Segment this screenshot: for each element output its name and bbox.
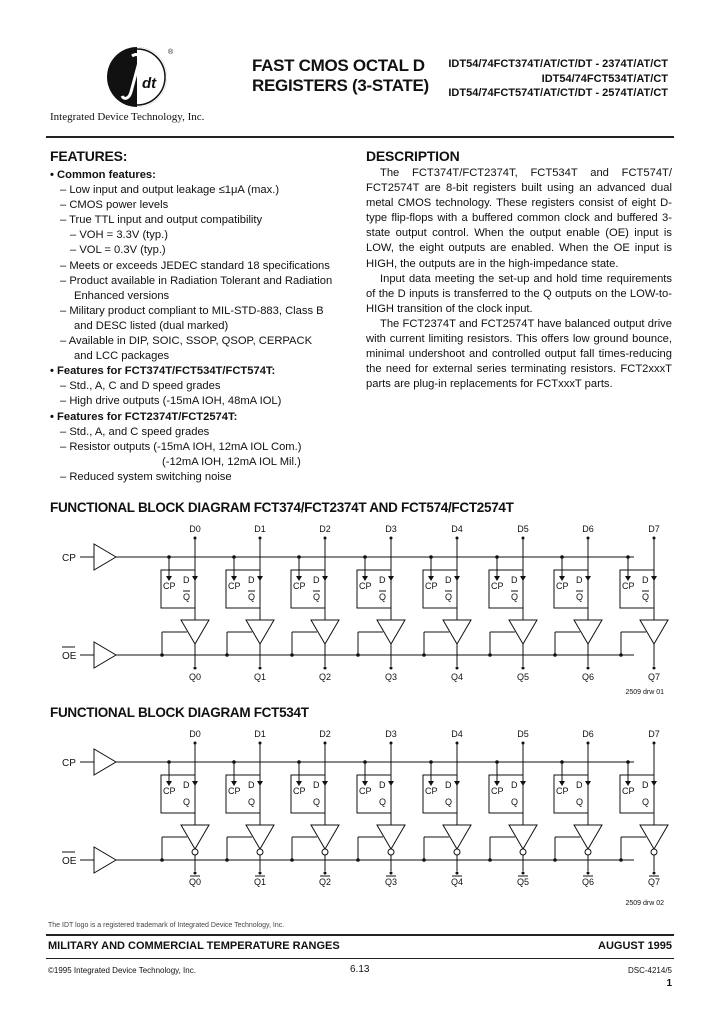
output-node — [259, 872, 262, 875]
ff-q-label: Q — [248, 797, 256, 807]
description-paragraph: The FCT2374T and FCT2574T have balanced output drive with current limiting resistors. This offers low ground bounce, minimal undershoot and controlled output fall times-reducing the need for external series terminating resistors. FCT2xxxT parts are plug-in replacements for FCTxxxT parts. — [366, 317, 672, 391]
output-node — [390, 872, 393, 875]
oe-junction — [553, 858, 557, 862]
ff-cp-label: CP — [425, 786, 438, 796]
data-output-label: Q3 — [384, 877, 398, 887]
ff-q-label: Q — [576, 592, 584, 602]
output-node — [456, 872, 459, 875]
ff-cp-label: CP — [228, 786, 241, 796]
section-number: 6.13 — [350, 964, 370, 975]
ff-d-label: D — [313, 780, 320, 790]
temperature-range: MILITARY AND COMMERCIAL TEMPERATURE RANGES — [48, 940, 340, 952]
output-node — [194, 667, 197, 670]
data-input-label: D1 — [254, 729, 266, 739]
data-input-label: D0 — [189, 524, 201, 534]
feature-item: – Available in DIP, SOIC, SSOP, QSOP, CERPACK — [60, 335, 313, 348]
title-line: REGISTERS (3-STATE) — [252, 76, 429, 95]
feature-item: – Military product compliant to MIL-STD-883, Class B — [60, 304, 324, 317]
data-output-label: Q5 — [516, 877, 530, 887]
data-input-label: D4 — [451, 524, 463, 534]
ff-q-label: Q — [511, 592, 519, 602]
feature-item: • Features for FCT2374T/FCT2574T: — [50, 410, 238, 423]
ff-cp-label: CP — [359, 786, 372, 796]
inversion-bubble — [585, 849, 591, 855]
ff-q-label: Q — [183, 592, 191, 602]
drawing-code: 2509 drw 01 — [625, 689, 664, 696]
output-node — [259, 667, 262, 670]
part-numbers — [448, 57, 668, 101]
company-name: Integrated Device Technology, Inc. — [50, 111, 205, 123]
feature-item: – Resistor outputs (-15mA IOH, 12mA IOL Com.) — [60, 440, 302, 453]
ff-q-label: Q — [511, 797, 519, 807]
ff-d-label: D — [511, 780, 518, 790]
ff-cp-label: CP — [622, 786, 635, 796]
oe-junction — [619, 653, 623, 657]
ff-cp-label: CP — [491, 786, 504, 796]
ff-d-label: D — [511, 575, 518, 585]
data-output-label: Q4 — [450, 877, 464, 887]
header-rule — [46, 136, 674, 138]
oe-junction — [160, 653, 164, 657]
block-diagram-534 — [0, 725, 720, 907]
ff-q-label: Q — [313, 592, 321, 602]
description-heading: DESCRIPTION — [366, 148, 460, 164]
feature-item: Enhanced versions — [74, 289, 170, 302]
inversion-bubble — [388, 849, 394, 855]
data-input-label: D6 — [582, 524, 594, 534]
inversion-bubble — [454, 849, 460, 855]
description-body — [366, 166, 672, 392]
inversion-bubble — [257, 849, 263, 855]
diagram2-heading: FUNCTIONAL BLOCK DIAGRAM FCT534T — [50, 705, 309, 720]
feature-item: – VOL = 0.3V (typ.) — [70, 244, 166, 257]
part-number-line: IDT54/74FCT534T/AT/CT — [541, 72, 668, 85]
data-output-label: Q7 — [647, 672, 661, 682]
ff-q-label: Q — [445, 797, 453, 807]
cp-label: CP — [62, 553, 76, 564]
data-output-label: Q0 — [188, 672, 202, 682]
feature-item: and DESC listed (dual marked) — [74, 319, 229, 332]
ff-d-label: D — [379, 575, 386, 585]
inversion-bubble — [651, 849, 657, 855]
ff-cp-label: CP — [293, 581, 306, 591]
ff-cp-label: CP — [359, 581, 372, 591]
feature-item: – High drive outputs (-15mA IOH, 48mA IOL) — [60, 395, 282, 408]
publication-date: AUGUST 1995 — [598, 940, 672, 952]
data-output-label: Q3 — [384, 672, 398, 682]
output-node — [522, 667, 525, 670]
ff-d-label: D — [313, 575, 320, 585]
data-output-label: Q6 — [581, 672, 595, 682]
svg-text:dt: dt — [142, 75, 157, 92]
ff-cp-label: CP — [622, 581, 635, 591]
feature-item: • Common features: — [50, 169, 156, 181]
inversion-bubble — [322, 849, 328, 855]
copyright: ©1995 Integrated Device Technology, Inc. — [48, 966, 196, 975]
ff-d-label: D — [642, 575, 649, 585]
oe-label: OE — [62, 856, 77, 867]
feature-item: – VOH = 3.3V (typ.) — [70, 229, 168, 242]
ff-d-label: D — [445, 575, 452, 585]
ff-cp-label: CP — [228, 581, 241, 591]
output-node — [653, 667, 656, 670]
block-diagram-374-574 — [0, 520, 720, 698]
ff-d-label: D — [379, 780, 386, 790]
feature-item: – Meets or exceeds JEDEC standard 18 specifications — [60, 259, 330, 272]
oe-buffer-gate — [94, 642, 116, 668]
oe-label: OE — [62, 651, 77, 662]
oe-junction — [290, 653, 294, 657]
ff-cp-label: CP — [425, 581, 438, 591]
svg-text:®: ® — [168, 49, 174, 56]
oe-buffer-gate — [94, 847, 116, 873]
trademark-note: The IDT logo is a registered trademark of Integrated Device Technology, Inc. — [48, 922, 285, 929]
data-input-label: D2 — [319, 524, 331, 534]
feature-item: – True TTL input and output compatibility — [60, 214, 263, 227]
ff-q-label: Q — [379, 797, 387, 807]
data-input-label: D5 — [517, 524, 529, 534]
ff-d-label: D — [576, 575, 583, 585]
document-title — [252, 56, 429, 96]
cp-buffer-gate — [94, 544, 116, 570]
inversion-bubble — [520, 849, 526, 855]
oe-junction — [488, 858, 492, 862]
feature-item: • Features for FCT374T/FCT534T/FCT574T: — [50, 365, 276, 378]
output-node — [194, 872, 197, 875]
ff-q-label: Q — [445, 592, 453, 602]
ff-d-label: D — [248, 780, 255, 790]
oe-junction — [225, 653, 229, 657]
document-code: DSC-4214/5 — [627, 966, 672, 975]
features-list — [50, 168, 350, 485]
ff-cp-label: CP — [163, 786, 176, 796]
feature-item: – Low input and output leakage ≤1μA (max.) — [60, 184, 280, 197]
data-input-label: D6 — [582, 729, 594, 739]
output-node — [390, 667, 393, 670]
feature-item: – Std., A, and C speed grades — [60, 425, 210, 438]
data-input-label: D4 — [451, 729, 463, 739]
oe-junction — [422, 858, 426, 862]
data-output-label: Q2 — [318, 672, 332, 682]
data-input-label: D7 — [648, 524, 660, 534]
oe-junction — [422, 653, 426, 657]
oe-junction — [553, 653, 557, 657]
ff-q-label: Q — [642, 592, 650, 602]
ff-q-label: Q — [313, 797, 321, 807]
data-output-label: Q1 — [253, 877, 267, 887]
feature-item: – CMOS power levels — [60, 199, 169, 212]
output-node — [587, 667, 590, 670]
output-node — [587, 872, 590, 875]
oe-junction — [488, 653, 492, 657]
ff-q-label: Q — [642, 797, 650, 807]
output-node — [456, 667, 459, 670]
oe-junction — [160, 858, 164, 862]
inversion-bubble — [192, 849, 198, 855]
data-input-label: D7 — [648, 729, 660, 739]
title-line: FAST CMOS OCTAL D — [252, 56, 425, 75]
data-output-label: Q7 — [647, 877, 661, 887]
output-node — [324, 667, 327, 670]
oe-junction — [619, 858, 623, 862]
output-node — [324, 872, 327, 875]
idt-logo — [98, 44, 180, 110]
feature-item: and LCC packages — [74, 350, 170, 363]
ff-d-label: D — [183, 780, 190, 790]
description-paragraph: Input data meeting the set-up and hold time requirements of the D inputs is transferred to the Q outputs on the LOW-to-HIGH transition of the clock input. — [366, 272, 672, 315]
ff-d-label: D — [642, 780, 649, 790]
ff-d-label: D — [445, 780, 452, 790]
ff-q-label: Q — [379, 592, 387, 602]
data-output-label: Q2 — [318, 877, 332, 887]
cp-label: CP — [62, 758, 76, 769]
description-paragraph: The FCT374T/FCT2374T, FCT534T and FCT574T/ FCT2574T are 8-bit registers built using an advanced dual metal CMOS technology. These registers consist of eight D-type flip-flops with a buffered common clock and buffered 3-state output control. When the output enable (OE) input is LOW, the eight outputs are enabled. When the OE input is HIGH, the outputs are in the high-impedance state. — [366, 167, 672, 270]
ff-cp-label: CP — [556, 786, 569, 796]
output-node — [522, 872, 525, 875]
feature-item: – Reduced system switching noise — [60, 470, 232, 483]
data-input-label: D1 — [254, 524, 266, 534]
page-number: 1 — [666, 978, 672, 989]
data-output-label: Q6 — [581, 877, 595, 887]
feature-item: (-12mA IOH, 12mA IOL Mil.) — [162, 455, 301, 468]
drawing-code: 2509 drw 02 — [625, 900, 664, 907]
data-input-label: D5 — [517, 729, 529, 739]
part-number-line: IDT54/74FCT574T/AT/CT/DT - 2574T/AT/CT — [448, 87, 668, 99]
ff-q-label: Q — [183, 797, 191, 807]
diagram1-heading: FUNCTIONAL BLOCK DIAGRAM FCT374/FCT2374T AND FCT574/FCT2574T — [50, 500, 514, 515]
ff-cp-label: CP — [293, 786, 306, 796]
data-input-label: D2 — [319, 729, 331, 739]
data-input-label: D3 — [385, 729, 397, 739]
ff-d-label: D — [248, 575, 255, 585]
ff-cp-label: CP — [163, 581, 176, 591]
ff-d-label: D — [576, 780, 583, 790]
data-input-label: D0 — [189, 729, 201, 739]
data-output-label: Q4 — [450, 672, 464, 682]
footer-rule — [46, 934, 674, 936]
oe-junction — [356, 858, 360, 862]
data-output-label: Q0 — [188, 877, 202, 887]
footer-rule-thin — [46, 958, 674, 959]
output-node — [653, 872, 656, 875]
data-output-label: Q5 — [516, 672, 530, 682]
oe-junction — [356, 653, 360, 657]
feature-item: – Product available in Radiation Tolerant and Radiation — [60, 274, 333, 287]
ff-d-label: D — [183, 575, 190, 585]
ff-q-label: Q — [576, 797, 584, 807]
ff-q-label: Q — [248, 592, 256, 602]
ff-cp-label: CP — [556, 581, 569, 591]
oe-junction — [290, 858, 294, 862]
oe-junction — [225, 858, 229, 862]
cp-buffer-gate — [94, 749, 116, 775]
data-input-label: D3 — [385, 524, 397, 534]
features-heading: FEATURES: — [50, 148, 128, 164]
data-output-label: Q1 — [253, 672, 267, 682]
feature-item: – Std., A, C and D speed grades — [60, 380, 221, 393]
ff-cp-label: CP — [491, 581, 504, 591]
part-number-line: IDT54/74FCT374T/AT/CT/DT - 2374T/AT/CT — [448, 58, 668, 70]
